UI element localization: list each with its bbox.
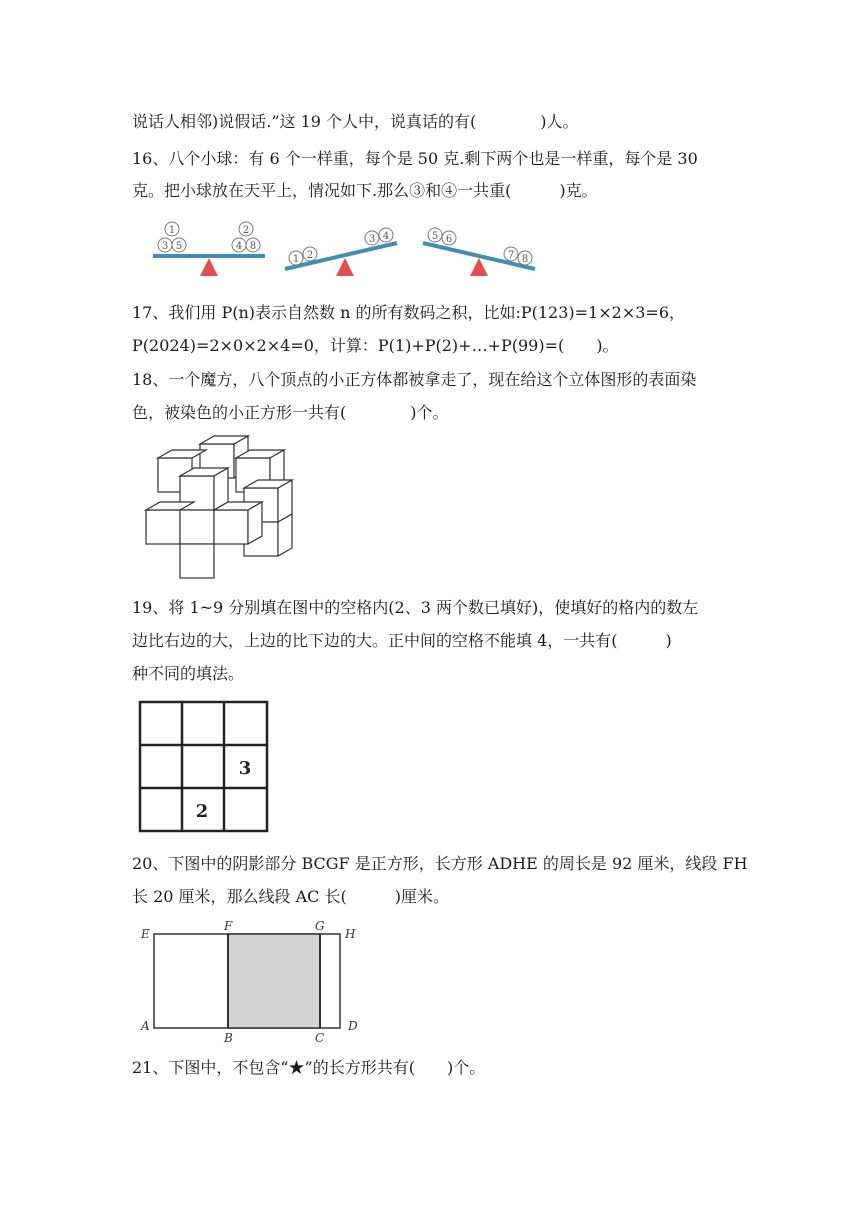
q21-line1: 21、下图中，不包含“★”的长方形共有( )个。 [132,1058,486,1077]
ball-label: 8 [249,241,257,252]
q18-line1: 18、一个魔方，八个顶点的小正方体都被拿走了，现在给这个立体图形的表面染 [132,370,697,389]
balance-scale-2 [285,228,397,276]
point-label-c: C [315,1031,325,1045]
grid-cell-value: 3 [238,758,252,779]
fulcrum-icon [200,258,218,276]
point-label-d: D [348,1019,358,1033]
balance-scale-1 [153,222,265,276]
ball-label: 5 [175,241,183,252]
ball-label: 4 [382,231,390,242]
ball-label: 3 [161,241,169,252]
ball-label: 7 [507,250,515,261]
cube-without-corners-figure [140,436,290,584]
ball-label: 6 [445,234,453,245]
point-label-b: B [224,1031,233,1045]
q20-line2: 长 20 厘米，那么线段 AC 长( )厘米。 [132,887,449,906]
shaded-square [228,934,320,1028]
q19-line3: 种不同的填法。 [132,664,245,683]
q15-line1: 说话人相邻)说假话.”这 19 个人中，说真话的有( )人。 [132,112,579,131]
point-label-h: H [345,927,356,941]
q18-line2: 色，被染色的小正方形一共有( )个。 [132,403,449,422]
q16-line2: 克。把小球放在天平上，情况如下.那么③和④一共重( )克。 [132,181,598,200]
ball-label: 3 [368,234,376,245]
ball-label: 2 [242,225,250,236]
ball-label: 5 [431,231,439,242]
q16-line1: 16、八个小球：有 6 个一样重，每个是 50 克.剩下两个也是一样重，每个是 30 [132,149,698,168]
point-label-e: E [141,927,150,941]
fulcrum-icon [336,258,354,276]
q17-line2: P(2024)=2×0×2×4=0，计算：P(1)+P(2)+…+P(99)=( )。 [132,336,619,355]
grid-cell-value: 2 [195,801,209,822]
q19-line2: 边比右边的大，上边的比下边的大。正中间的空格不能填 4，一共有( ) [132,631,672,650]
balance-scales-figure [145,214,545,280]
point-label-f: F [224,919,233,933]
ball-label: 1 [168,225,176,236]
ball-label: 2 [306,250,314,261]
q17-line1: 17、我们用 P(n)表示自然数 n 的所有数码之积，比如:P(123)=1×2×3=6， [132,303,686,322]
fulcrum-icon [470,258,488,276]
balance-scale-3 [423,228,535,276]
point-label-g: G [315,919,325,933]
point-label-a: A [141,1019,150,1033]
ball-label: 8 [521,254,529,265]
q20-line1: 20、下图中的阴影部分 BCGF 是正方形，长方形 ADHE 的周长是 92 厘米，线段 FH [132,854,748,873]
q19-line1: 19、将 1~9 分别填在图中的空格内(2、3 两个数已填好)，使填好的格内的数左 [132,598,699,617]
ball-label: 4 [235,241,243,252]
number-grid-figure [138,700,270,834]
rectangle-square-figure [138,918,368,1045]
ball-label: 1 [292,254,300,265]
